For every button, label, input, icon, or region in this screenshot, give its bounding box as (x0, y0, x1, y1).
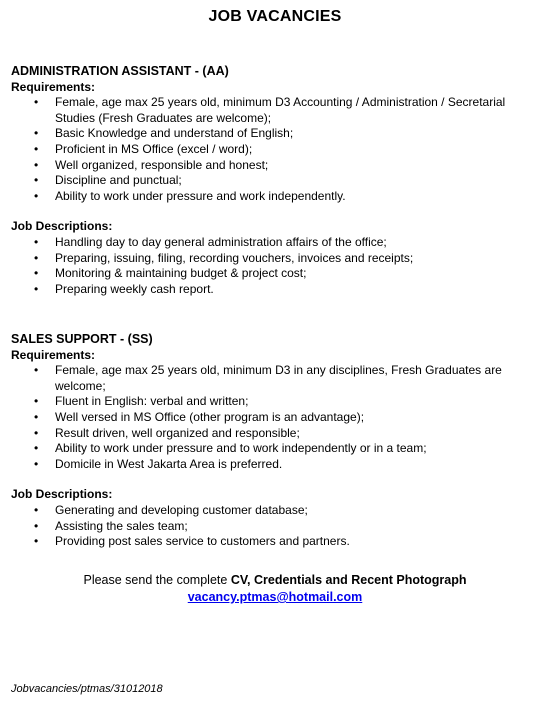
position-title: SALES SUPPORT - (SS) (11, 332, 153, 346)
list-item: • Result driven, well organized and responsible; (34, 425, 300, 440)
apply-prefix: Please send the complete (83, 573, 231, 587)
list-item: • Handling day to day general administration affairs of the office; (34, 234, 387, 249)
apply-instructions (0, 572, 550, 606)
bullet-icon: • (34, 534, 39, 549)
requirements-label: Requirements: (11, 347, 96, 362)
bullet-icon: • (34, 157, 39, 172)
list-item: • Proficient in MS Office (excel / word); (34, 141, 253, 156)
requirements-list (11, 363, 541, 472)
position-sales-support (11, 332, 541, 550)
list-item: • Preparing, issuing, filing, recording vouchers, invoices and receipts; (34, 250, 414, 265)
bullet-icon: • (34, 441, 39, 456)
list-item: • Generating and developing customer database; (34, 502, 308, 517)
job-descriptions-label: Job Descriptions: (11, 487, 113, 502)
page-title: JOB VACANCIES (208, 8, 342, 25)
list-item: • Ability to work under pressure and to work independently or in a team; (34, 441, 427, 456)
bullet-icon: • (34, 409, 39, 424)
bullet-icon: • (34, 363, 39, 378)
list-item: • Basic Knowledge and understand of English; (34, 126, 294, 141)
bullet-icon: • (34, 234, 39, 249)
bullet-icon: • (34, 425, 39, 440)
job-descriptions-label: Job Descriptions: (11, 219, 113, 234)
job-descriptions-list (11, 503, 541, 550)
list-item: • Monitoring & maintaining budget & project cost; (34, 266, 307, 281)
list-item: • Well organized, responsible and honest; (34, 157, 269, 172)
bullet-icon: • (34, 250, 39, 265)
document-reference: Jobvacancies/ptmas/31012018 (11, 683, 163, 695)
bullet-icon: • (34, 188, 39, 203)
requirements-label: Requirements: (11, 79, 96, 94)
bullet-icon: • (34, 518, 39, 533)
list-item: • Discipline and punctual; (34, 173, 182, 188)
list-item: • Domicile in West Jakarta Area is preferred. (34, 456, 283, 471)
position-title: ADMINISTRATION ASSISTANT - (AA) (11, 64, 229, 78)
list-item: • Preparing weekly cash report. (34, 281, 214, 296)
list-item: • Well versed in MS Office (other program is an advantage); (34, 409, 365, 424)
bullet-icon: • (34, 502, 39, 517)
list-item: • Assisting the sales team; (34, 518, 188, 533)
bullet-icon: • (34, 394, 39, 409)
list-item: • Ability to work under pressure and work independently. (34, 188, 346, 203)
bullet-icon: • (34, 456, 39, 471)
bullet-icon: • (34, 173, 39, 188)
apply-line (0, 572, 550, 589)
list-item: • Female, age max 25 years old, minimum D3 Accounting / Administration / Secretarial Studies (Fresh Graduates are welcome); (34, 95, 506, 125)
list-item: • Fluent in English: verbal and written; (34, 394, 249, 409)
requirements-list (11, 95, 541, 204)
job-descriptions-list (11, 235, 541, 297)
bullet-icon: • (34, 141, 39, 156)
email-link[interactable]: vacancy.ptmas@hotmail.com (187, 590, 363, 604)
bullet-icon: • (34, 126, 39, 141)
list-item: • Female, age max 25 years old, minimum D3 in any disciplines, Fresh Graduates are welcome; (34, 363, 502, 393)
bullet-icon: • (34, 281, 39, 296)
position-admin-assistant (11, 64, 541, 297)
bullet-icon: • (34, 266, 39, 281)
list-item: • Providing post sales service to customers and partners. (34, 534, 350, 549)
apply-documents: CV, Credentials and Recent Photograph (230, 573, 467, 587)
bullet-icon: • (34, 95, 39, 110)
